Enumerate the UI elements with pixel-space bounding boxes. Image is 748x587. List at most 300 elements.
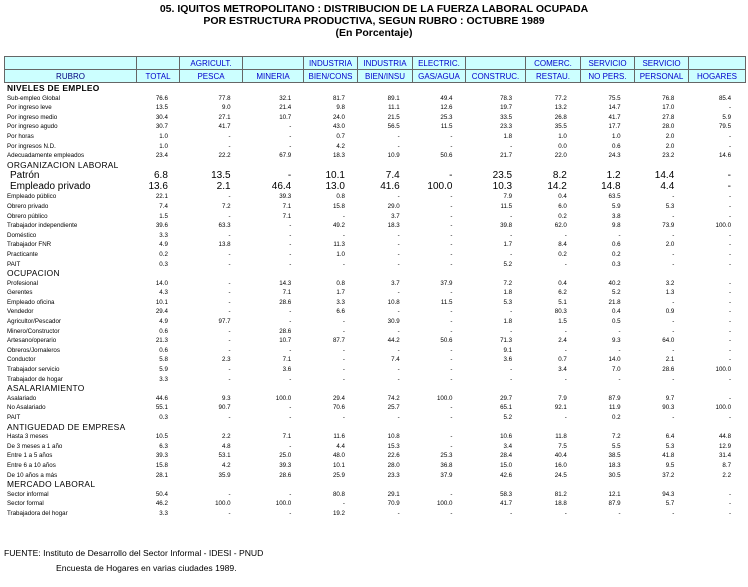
- table-cell: -: [618, 509, 621, 517]
- row-label: Asalariado: [7, 394, 37, 402]
- table-cell: 28.6: [279, 298, 292, 306]
- table-cell: 24.0: [332, 113, 345, 121]
- table-cell: 1.0: [159, 132, 168, 140]
- table-cell: 100.0: [436, 394, 453, 402]
- header-cell: SERVICIO: [635, 57, 689, 70]
- table-cell: 23.2: [662, 152, 675, 160]
- table-cell: 3.6: [503, 356, 513, 364]
- table-cell: 15.0: [500, 461, 513, 469]
- table-cell: 39.8: [500, 222, 513, 230]
- table-cell: 92.1: [554, 404, 567, 412]
- table-cell: -: [618, 327, 621, 335]
- row-label: Vendedor: [7, 308, 34, 316]
- table-cell: -: [289, 318, 292, 326]
- table-cell: 73.9: [662, 222, 675, 230]
- header-cell: AGRICULT.: [180, 57, 243, 70]
- table-cell: 21.7: [500, 152, 513, 160]
- table-cell: -: [727, 181, 731, 193]
- table-cell: 5.2: [611, 289, 621, 297]
- table-cell: 50.6: [440, 152, 453, 160]
- table-cell: -: [728, 327, 732, 335]
- table-cell: 35.5: [554, 123, 567, 131]
- table-cell: 28.6: [662, 366, 675, 374]
- row-label: Entre 6 a 10 años: [7, 461, 56, 469]
- table-cell: -: [450, 442, 453, 450]
- table-cell: -: [228, 260, 231, 268]
- table-cell: -: [450, 260, 453, 268]
- table-row: [4, 151, 745, 161]
- table-cell: -: [450, 222, 453, 230]
- table-cell: -: [728, 132, 732, 140]
- table-cell: 6.2: [558, 289, 567, 297]
- table-cell: 15.3: [387, 442, 400, 450]
- header-cell: RUBRO: [5, 70, 137, 83]
- row-label: Por ingreso medio: [7, 113, 58, 121]
- table-row: [4, 394, 745, 404]
- table-cell: 53.1: [218, 452, 231, 460]
- table-cell: -: [728, 260, 732, 268]
- table-cell: -: [450, 366, 453, 374]
- table-cell: -: [728, 212, 732, 220]
- table-cell: -: [397, 231, 400, 239]
- header-cell: [5, 57, 137, 70]
- table-cell: -: [289, 414, 292, 421]
- table-cell: 3.6: [282, 366, 292, 374]
- row-label: Practicante: [7, 250, 38, 258]
- table-cell: 87.9: [608, 394, 621, 402]
- table-cell: -: [728, 250, 732, 258]
- table-cell: -: [672, 318, 675, 326]
- table-cell: 100.0: [715, 222, 732, 230]
- table-cell: 13.0: [325, 181, 345, 193]
- table-cell: 1.3: [665, 289, 675, 297]
- table-cell: 4.3: [159, 289, 168, 297]
- table-cell: 42.6: [500, 471, 513, 479]
- table-cell: 25.0: [279, 452, 292, 460]
- table-cell: -: [450, 202, 453, 210]
- table-cell: 14.0: [608, 356, 621, 364]
- title-line-2: POR ESTRUCTURA PRODUCTIVA, SEGUN RUBRO : OCTUBRE 1989: [203, 15, 545, 27]
- table-cell: -: [289, 490, 292, 498]
- row-label: Artesano/operario: [7, 337, 57, 345]
- table-cell: 13.6: [148, 181, 168, 193]
- table-cell: 2.2: [221, 433, 231, 441]
- table-cell: 5.2: [503, 260, 513, 268]
- table-cell: -: [728, 346, 732, 354]
- table-cell: 62.0: [554, 222, 567, 230]
- table-cell: -: [397, 193, 400, 201]
- table-cell: -: [510, 375, 513, 383]
- table-cell: -: [728, 202, 732, 210]
- table-cell: 22.1: [155, 193, 168, 201]
- table-cell: -: [289, 260, 292, 268]
- table-cell: -: [342, 346, 345, 354]
- table-cell: 11.5: [440, 123, 453, 131]
- table-cell: 89.1: [387, 94, 400, 102]
- table-cell: 58.3: [500, 490, 513, 498]
- table-cell: 17.7: [608, 123, 621, 131]
- table-cell: 40.4: [554, 452, 567, 460]
- table-cell: 87.9: [608, 500, 621, 508]
- table-cell: 67.9: [279, 152, 292, 160]
- table-cell: -: [397, 414, 400, 421]
- table-row: [4, 432, 745, 442]
- table-cell: 0.8: [336, 193, 345, 201]
- table-cell: 19.7: [500, 104, 513, 112]
- table-cell: 37.9: [440, 471, 453, 479]
- row-label: Trabajador servicio: [7, 366, 60, 374]
- table-cell: 5.3: [503, 298, 513, 306]
- table-cell: 23.5: [492, 170, 513, 182]
- row-label: Agricultor/Pescador: [7, 318, 61, 326]
- table-cell: -: [728, 241, 732, 249]
- table-cell: 40.2: [608, 279, 621, 287]
- table-cell: 1.8: [503, 132, 513, 140]
- table-cell: 18.3: [332, 152, 345, 160]
- table-cell: 33.5: [500, 113, 513, 121]
- section-label: MERCADO LABORAL: [7, 480, 96, 490]
- table-cell: 9.8: [336, 104, 345, 112]
- table-cell: 0.9: [665, 308, 675, 316]
- table-cell: -: [728, 414, 732, 421]
- section-header: [4, 423, 745, 433]
- table-row: [4, 307, 745, 317]
- table-cell: 1.7: [503, 241, 513, 249]
- table-cell: 46.2: [155, 500, 168, 508]
- row-label: De 10 años a más: [7, 471, 58, 479]
- table-cell: -: [450, 132, 453, 140]
- table-cell: 28.4: [500, 452, 513, 460]
- data-table: [4, 84, 745, 519]
- table-row: [4, 279, 745, 289]
- table-row: [4, 442, 745, 452]
- table-cell: -: [289, 509, 292, 517]
- table-cell: -: [728, 104, 732, 112]
- table-cell: -: [289, 241, 292, 249]
- table-cell: -: [618, 346, 621, 354]
- table-cell: -: [450, 212, 453, 220]
- table-cell: -: [450, 433, 453, 441]
- table-cell: 0.5: [611, 318, 621, 326]
- table-cell: 41.6: [380, 181, 400, 193]
- table-cell: -: [228, 298, 231, 306]
- table-cell: -: [289, 346, 292, 354]
- table-row: [4, 192, 745, 202]
- table-cell: -: [510, 308, 513, 316]
- table-row: [4, 103, 745, 113]
- row-label: PAIT: [7, 414, 21, 421]
- table-cell: 5.7: [665, 500, 675, 508]
- row-label: Sector formal: [7, 500, 44, 508]
- table-cell: -: [728, 193, 732, 201]
- table-cell: 36.8: [440, 461, 453, 469]
- table-cell: 1.5: [558, 318, 567, 326]
- table-cell: -: [228, 509, 231, 517]
- section-header: [4, 84, 745, 94]
- table-cell: -: [672, 327, 675, 335]
- table-cell: 13.8: [218, 241, 231, 249]
- table-cell: 50.6: [440, 337, 453, 345]
- table-cell: -: [728, 509, 732, 517]
- table-cell: 56.5: [387, 123, 400, 131]
- table-cell: 11.5: [500, 202, 513, 210]
- table-row: [4, 181, 745, 192]
- table-cell: 4.2: [221, 461, 231, 469]
- table-cell: -: [289, 404, 292, 412]
- table-cell: 7.1: [282, 289, 292, 297]
- table-cell: -: [289, 250, 292, 258]
- table-cell: 6.8: [154, 170, 168, 182]
- table-cell: 75.5: [608, 94, 621, 102]
- section-label: ASALARIAMIENTO: [7, 384, 85, 394]
- table-cell: 15.8: [155, 461, 168, 469]
- table-cell: -: [728, 318, 732, 326]
- table-cell: -: [728, 356, 732, 364]
- row-label: Trabajador independiente: [7, 222, 78, 230]
- row-label: Empleado oficina: [7, 298, 55, 306]
- table-cell: 10.7: [279, 113, 292, 121]
- table-cell: -: [342, 212, 345, 220]
- row-label: Adecuadamente empleados: [7, 152, 85, 160]
- row-label: Por ingreso leve: [7, 104, 52, 112]
- column-header: [4, 56, 746, 83]
- table-cell: -: [672, 212, 675, 220]
- header-cell: BIEN/CONS: [304, 70, 358, 83]
- table-cell: 11.8: [555, 433, 567, 441]
- table-cell: 10.7: [279, 337, 292, 345]
- table-cell: 28.1: [155, 471, 168, 479]
- table-cell: -: [564, 346, 567, 354]
- table-cell: -: [450, 404, 453, 412]
- table-cell: -: [342, 231, 345, 239]
- table-cell: -: [228, 193, 231, 201]
- row-label: Entre 1 a 5 años: [7, 452, 53, 460]
- table-cell: 12.9: [718, 442, 732, 450]
- header-cell: [137, 57, 180, 70]
- table-cell: 10.1: [332, 461, 345, 469]
- table-cell: -: [728, 279, 732, 287]
- table-cell: 5.3: [665, 442, 675, 450]
- table-row: [4, 499, 745, 509]
- table-cell: -: [342, 327, 345, 335]
- table-cell: 1.7: [336, 289, 345, 297]
- table-cell: 100.0: [427, 181, 453, 193]
- table-cell: -: [450, 509, 453, 517]
- table-cell: 3.7: [391, 212, 400, 220]
- table-cell: 25.7: [387, 404, 400, 412]
- table-cell: 1.5: [159, 212, 168, 220]
- table-cell: -: [228, 132, 231, 140]
- table-cell: 80.3: [554, 308, 567, 316]
- row-label: Empleado privado: [10, 181, 91, 193]
- table-cell: -: [228, 346, 231, 354]
- table-cell: 30.7: [155, 123, 168, 131]
- table-cell: -: [449, 170, 453, 182]
- table-cell: 65.1: [500, 404, 513, 412]
- table-cell: 6.3: [159, 442, 168, 450]
- row-label: PAIT: [7, 260, 21, 268]
- table-cell: 41.8: [662, 452, 675, 460]
- table-cell: 100.0: [715, 366, 732, 374]
- table-cell: 7.2: [503, 279, 513, 287]
- table-cell: -: [672, 260, 675, 268]
- table-cell: 0.7: [336, 132, 345, 140]
- row-label: Obrero público: [7, 212, 48, 220]
- table-cell: 10.1: [155, 298, 168, 306]
- table-cell: -: [672, 346, 675, 354]
- table-cell: 0.7: [558, 356, 567, 364]
- table-row: [4, 170, 745, 181]
- row-label: Obrero privado: [7, 202, 49, 210]
- table-cell: -: [289, 308, 292, 316]
- table-cell: 2.0: [665, 241, 675, 249]
- table-cell: 7.1: [282, 202, 292, 210]
- table-cell: -: [450, 356, 453, 364]
- table-cell: -: [228, 375, 231, 383]
- table-cell: -: [228, 289, 231, 297]
- footer-survey: Encuesta de Hogares en varias ciudades 1989.: [56, 563, 237, 573]
- table-cell: 18.3: [608, 461, 621, 469]
- table-cell: -: [342, 318, 345, 326]
- table-cell: 28.0: [662, 123, 675, 131]
- section-label: ANTIGUEDAD DE EMPRESA: [7, 422, 126, 432]
- table-cell: 80.8: [332, 490, 345, 498]
- table-cell: 74.2: [387, 394, 400, 402]
- table-cell: -: [228, 366, 231, 374]
- table-cell: 28.6: [279, 471, 292, 479]
- table-cell: 7.2: [611, 433, 621, 441]
- header-cell: PERSONAL: [635, 70, 689, 83]
- table-cell: 14.6: [718, 152, 732, 160]
- table-cell: 29.4: [332, 394, 345, 402]
- table-cell: 5.9: [159, 366, 168, 374]
- table-cell: 7.1: [282, 356, 292, 364]
- table-cell: 8.2: [552, 170, 567, 182]
- table-cell: -: [342, 375, 345, 383]
- section-header: [4, 480, 745, 490]
- table-cell: 5.2: [503, 414, 513, 421]
- table-cell: -: [728, 289, 732, 297]
- table-cell: -: [397, 142, 400, 150]
- table-cell: 29.1: [387, 490, 400, 498]
- table-cell: 87.7: [332, 337, 345, 345]
- table-cell: -: [672, 231, 675, 239]
- header-cell: GAS/AGUA: [413, 70, 466, 83]
- section-label: OCUPACION: [7, 269, 60, 279]
- table-cell: 3.3: [336, 298, 345, 306]
- table-cell: -: [510, 509, 513, 517]
- table-cell: 13.5: [155, 104, 168, 112]
- table-row: [4, 490, 745, 500]
- row-label: Trabajadora del hogar: [7, 509, 68, 517]
- table-cell: -: [450, 289, 453, 297]
- table-cell: 0.4: [558, 193, 567, 201]
- table-cell: 11.1: [388, 104, 400, 112]
- table-cell: 1.8: [503, 318, 513, 326]
- table-cell: 30.5: [608, 471, 621, 479]
- table-cell: 14.7: [608, 104, 621, 112]
- table-cell: -: [450, 142, 453, 150]
- table-cell: 7.4: [391, 356, 400, 364]
- table-cell: 23.3: [500, 123, 513, 131]
- table-cell: -: [397, 308, 400, 316]
- table-cell: 4.2: [336, 142, 345, 150]
- table-cell: 29.7: [500, 394, 513, 402]
- table-cell: -: [450, 193, 453, 201]
- table-cell: 14.4: [654, 170, 675, 182]
- table-row: [4, 260, 745, 270]
- table-cell: 0.6: [159, 346, 168, 354]
- row-label: Por ingresos N.D.: [7, 142, 56, 150]
- table-row: [4, 202, 745, 212]
- table-cell: 32.1: [279, 94, 292, 102]
- table-cell: 76.6: [155, 94, 168, 102]
- title-line-1: 05. IQUITOS METROPOLITANO : DISTRIBUCION DE LA FUERZA LABORAL OCUPADA: [159, 3, 589, 15]
- table-cell: 77.2: [554, 94, 567, 102]
- table-cell: 94.3: [662, 490, 675, 498]
- table-cell: -: [450, 318, 453, 326]
- table-cell: 10.3: [492, 181, 513, 193]
- table-cell: 12.1: [608, 490, 621, 498]
- table-cell: 44.8: [718, 433, 732, 441]
- table-cell: 12.6: [440, 104, 453, 112]
- table-cell: -: [564, 509, 567, 517]
- table-cell: 100.0: [436, 500, 453, 508]
- table-cell: 64.0: [662, 337, 675, 345]
- table-cell: 39.3: [279, 193, 292, 201]
- table-cell: -: [672, 414, 675, 421]
- table-cell: -: [228, 414, 231, 421]
- table-cell: -: [672, 250, 675, 258]
- table-cell: -: [564, 260, 567, 268]
- table-cell: -: [228, 142, 231, 150]
- table-cell: 76.8: [662, 94, 675, 102]
- table-cell: 9.1: [503, 346, 513, 354]
- table-cell: -: [564, 375, 567, 383]
- section-label: ORGANIZACION LABORAL: [7, 160, 119, 170]
- header-cell: PESCA: [180, 70, 243, 83]
- table-cell: 11.3: [333, 241, 345, 249]
- table-cell: 3.2: [665, 279, 675, 287]
- table-cell: 3.4: [503, 442, 513, 450]
- section-header: [4, 384, 745, 394]
- table-cell: 16.0: [554, 461, 567, 469]
- table-cell: 90.7: [218, 404, 231, 412]
- table-cell: -: [342, 260, 345, 268]
- table-cell: 81.2: [554, 490, 567, 498]
- table-cell: -: [228, 308, 231, 316]
- table-cell: -: [728, 394, 732, 402]
- table-cell: 6.6: [336, 308, 345, 316]
- row-label: Hasta 3 meses: [7, 433, 49, 441]
- header-cell: INDUSTRIA: [358, 57, 413, 70]
- table-cell: -: [728, 298, 732, 306]
- table-cell: 7.1: [282, 433, 292, 441]
- table-cell: 5.8: [159, 356, 168, 364]
- table-cell: 49.2: [332, 222, 345, 230]
- table-cell: -: [397, 241, 400, 249]
- table-cell: -: [342, 366, 345, 374]
- table-row: [4, 413, 745, 423]
- table-cell: 1.2: [606, 170, 621, 182]
- table-cell: 49.4: [440, 94, 453, 102]
- table-cell: -: [672, 193, 675, 201]
- table-cell: -: [450, 250, 453, 258]
- table-cell: -: [728, 142, 732, 150]
- table-cell: 2.0: [665, 132, 675, 140]
- table-cell: 70.6: [332, 404, 345, 412]
- header-cell: BIEN/INSU: [358, 70, 413, 83]
